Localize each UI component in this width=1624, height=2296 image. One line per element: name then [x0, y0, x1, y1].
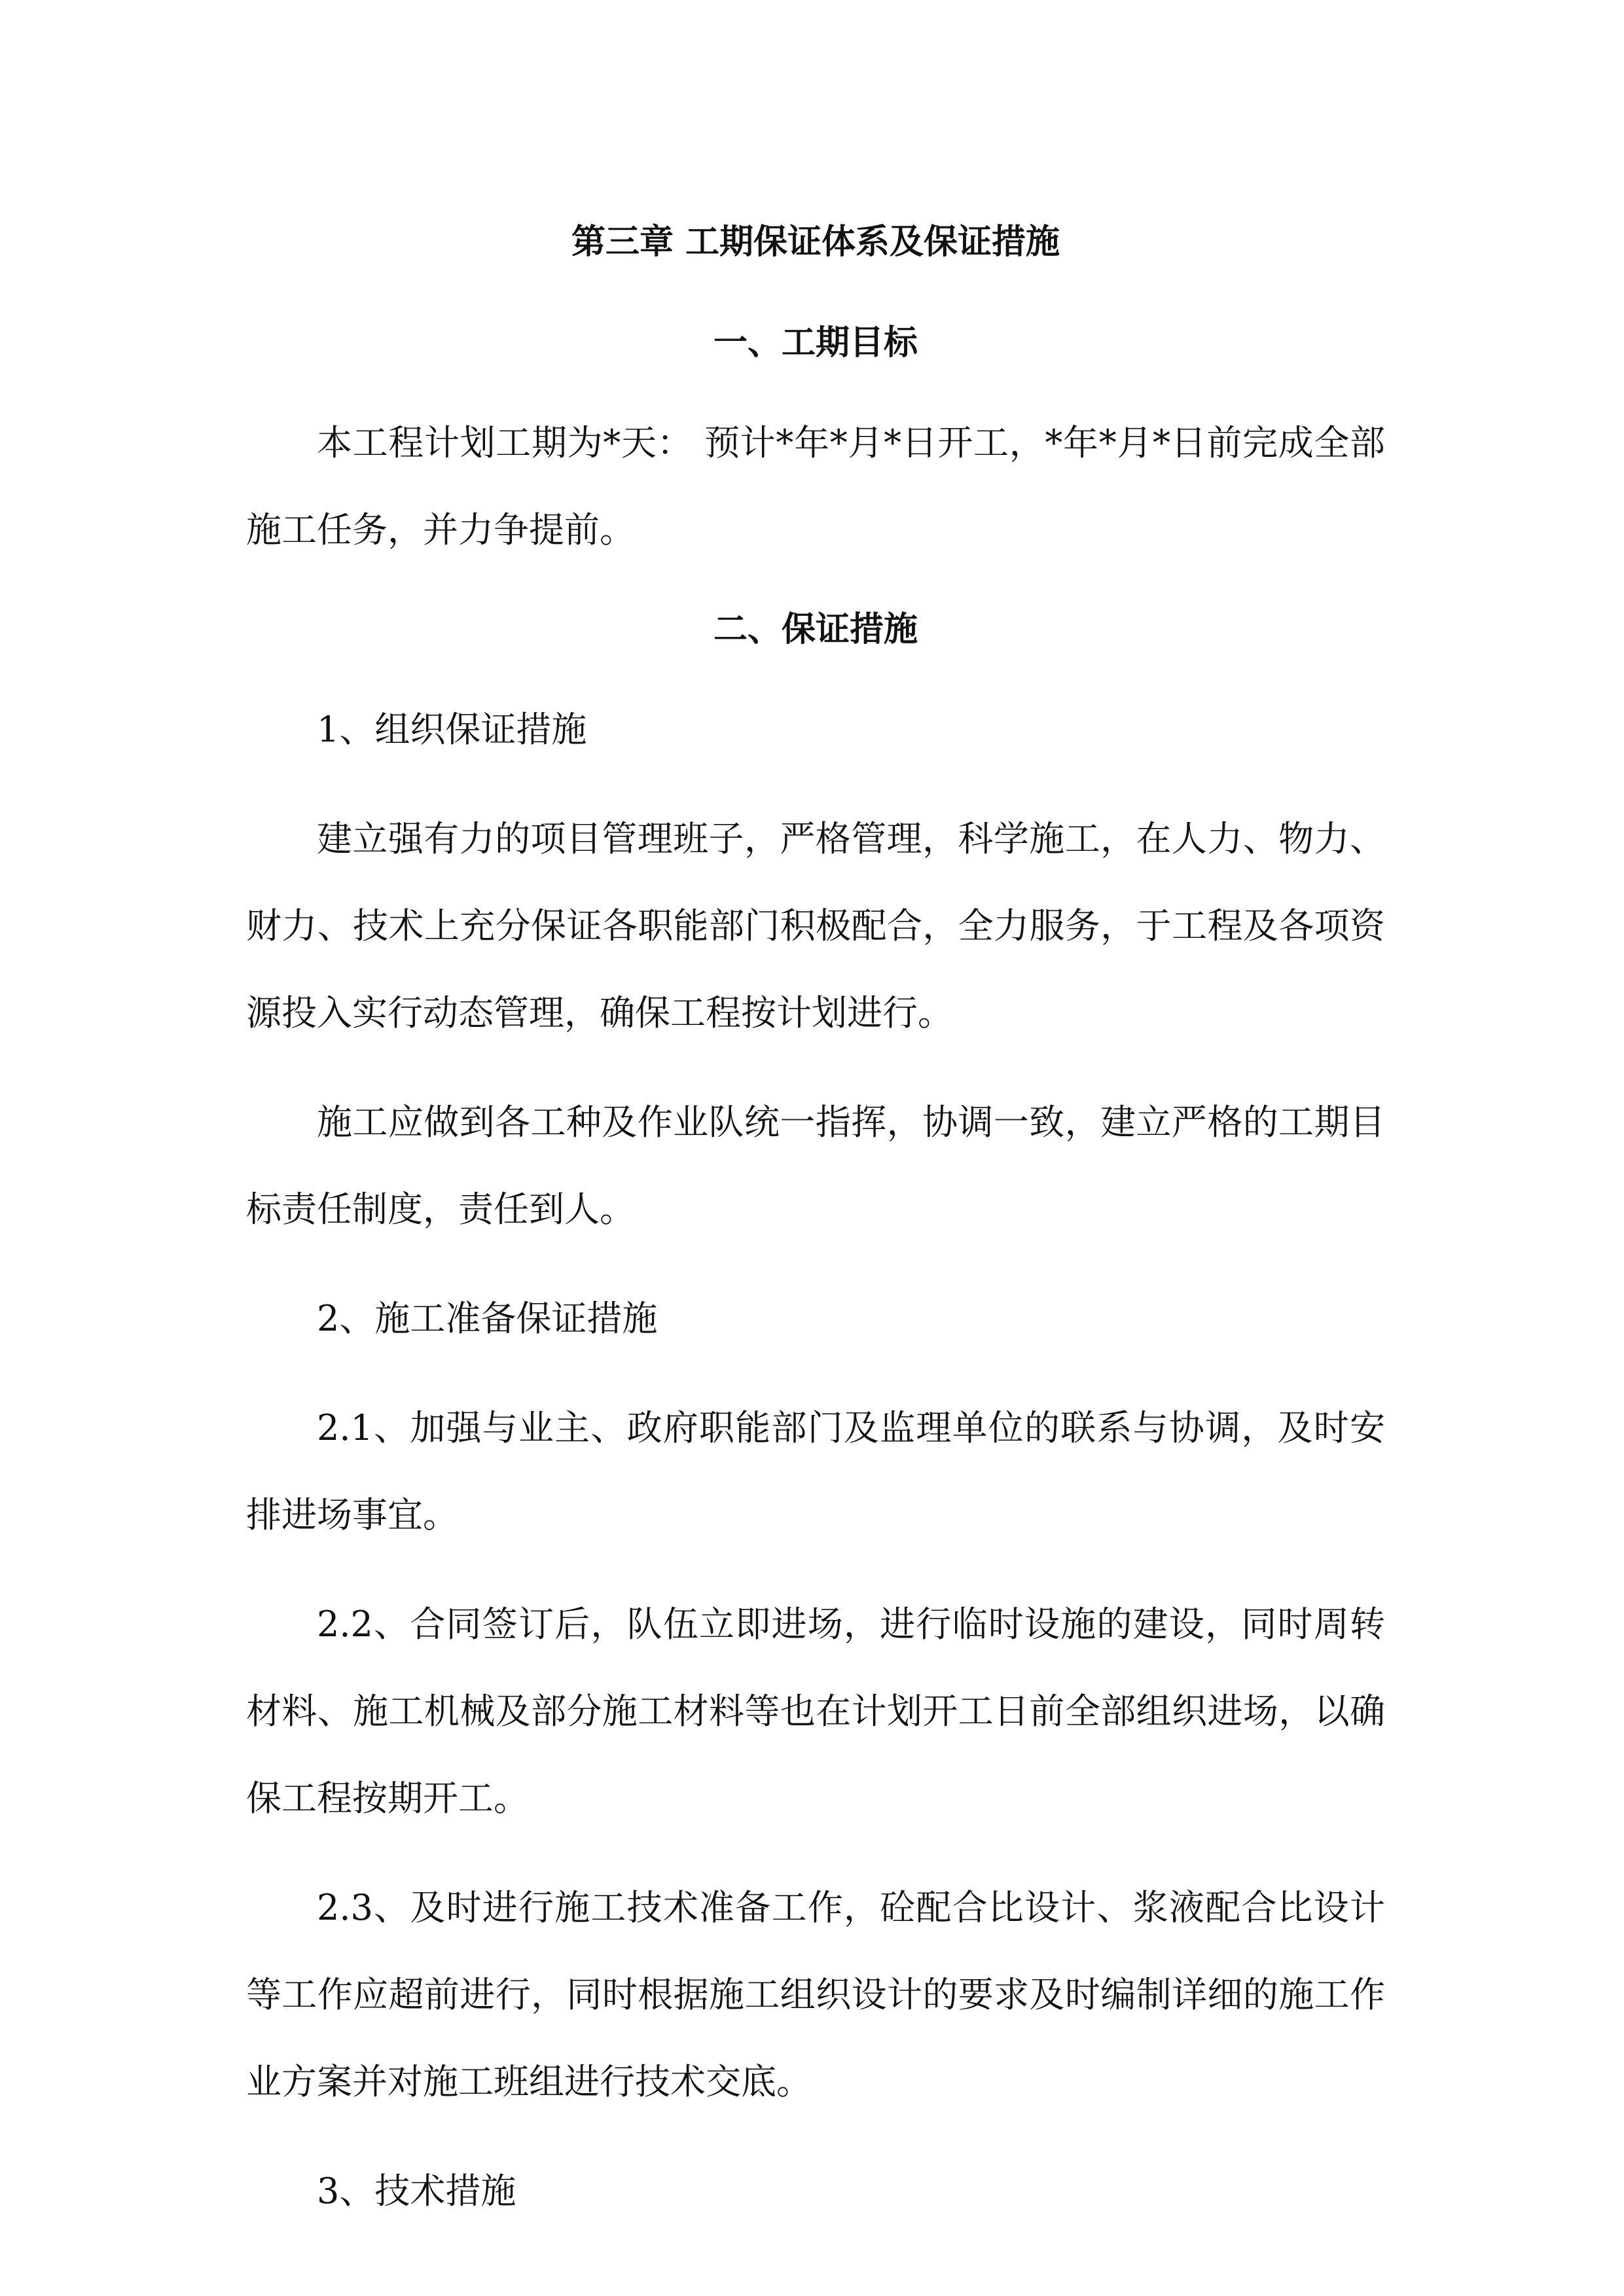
organization-measures-heading: 1、组织保证措施	[317, 709, 587, 750]
goal-paragraph: 本工程计划工期为*天： 预计*年*月*日开工，*年*月*日前完成全部施工任务，并力争提前。	[246, 422, 1385, 550]
preparation-measures-heading: 2、施工准备保证措施	[317, 1298, 658, 1339]
preparation-item-2-1: 2.1、加强与业主、政府职能部门及监理单位的联系与协调，及时安排进场事宜。	[246, 1407, 1385, 1535]
chapter-title: 第三章 工期保证体系及保证措施	[571, 222, 1060, 262]
preparation-item-2-3: 2.3、及时进行施工技术准备工作，砼配合比设计、浆液配合比设计等工作应超前进行，同时根据施工组织设计的要求及时编制详细的施工作业方案并对施工班组进行技术交底。	[246, 1887, 1385, 2102]
section-title-goal: 一、工期目标	[713, 323, 918, 363]
organization-paragraph-1: 建立强有力的项目管理班子，严格管理，科学施工，在人力、物力、财力、技术上充分保证各职能部门积极配合，全力服务，于工程及各项资源投入实行动态管理，确保工程按计划进行。	[246, 818, 1385, 1033]
organization-paragraph-2: 施工应做到各工种及作业队统一指挥，协调一致，建立严格的工期目标责任制度，责任到人。	[246, 1102, 1385, 1230]
section-title-measures: 二、保证措施	[713, 609, 918, 649]
technical-measures-heading: 3、技术措施	[317, 2170, 516, 2212]
preparation-item-2-2: 2.2、合同签订后，队伍立即进场，进行临时设施的建设，同时周转材料、施工机械及部分施工材料等也在计划开工日前全部组织进场，以确保工程按期开工。	[246, 1604, 1385, 1819]
document-content	[246, 208, 1385, 2257]
